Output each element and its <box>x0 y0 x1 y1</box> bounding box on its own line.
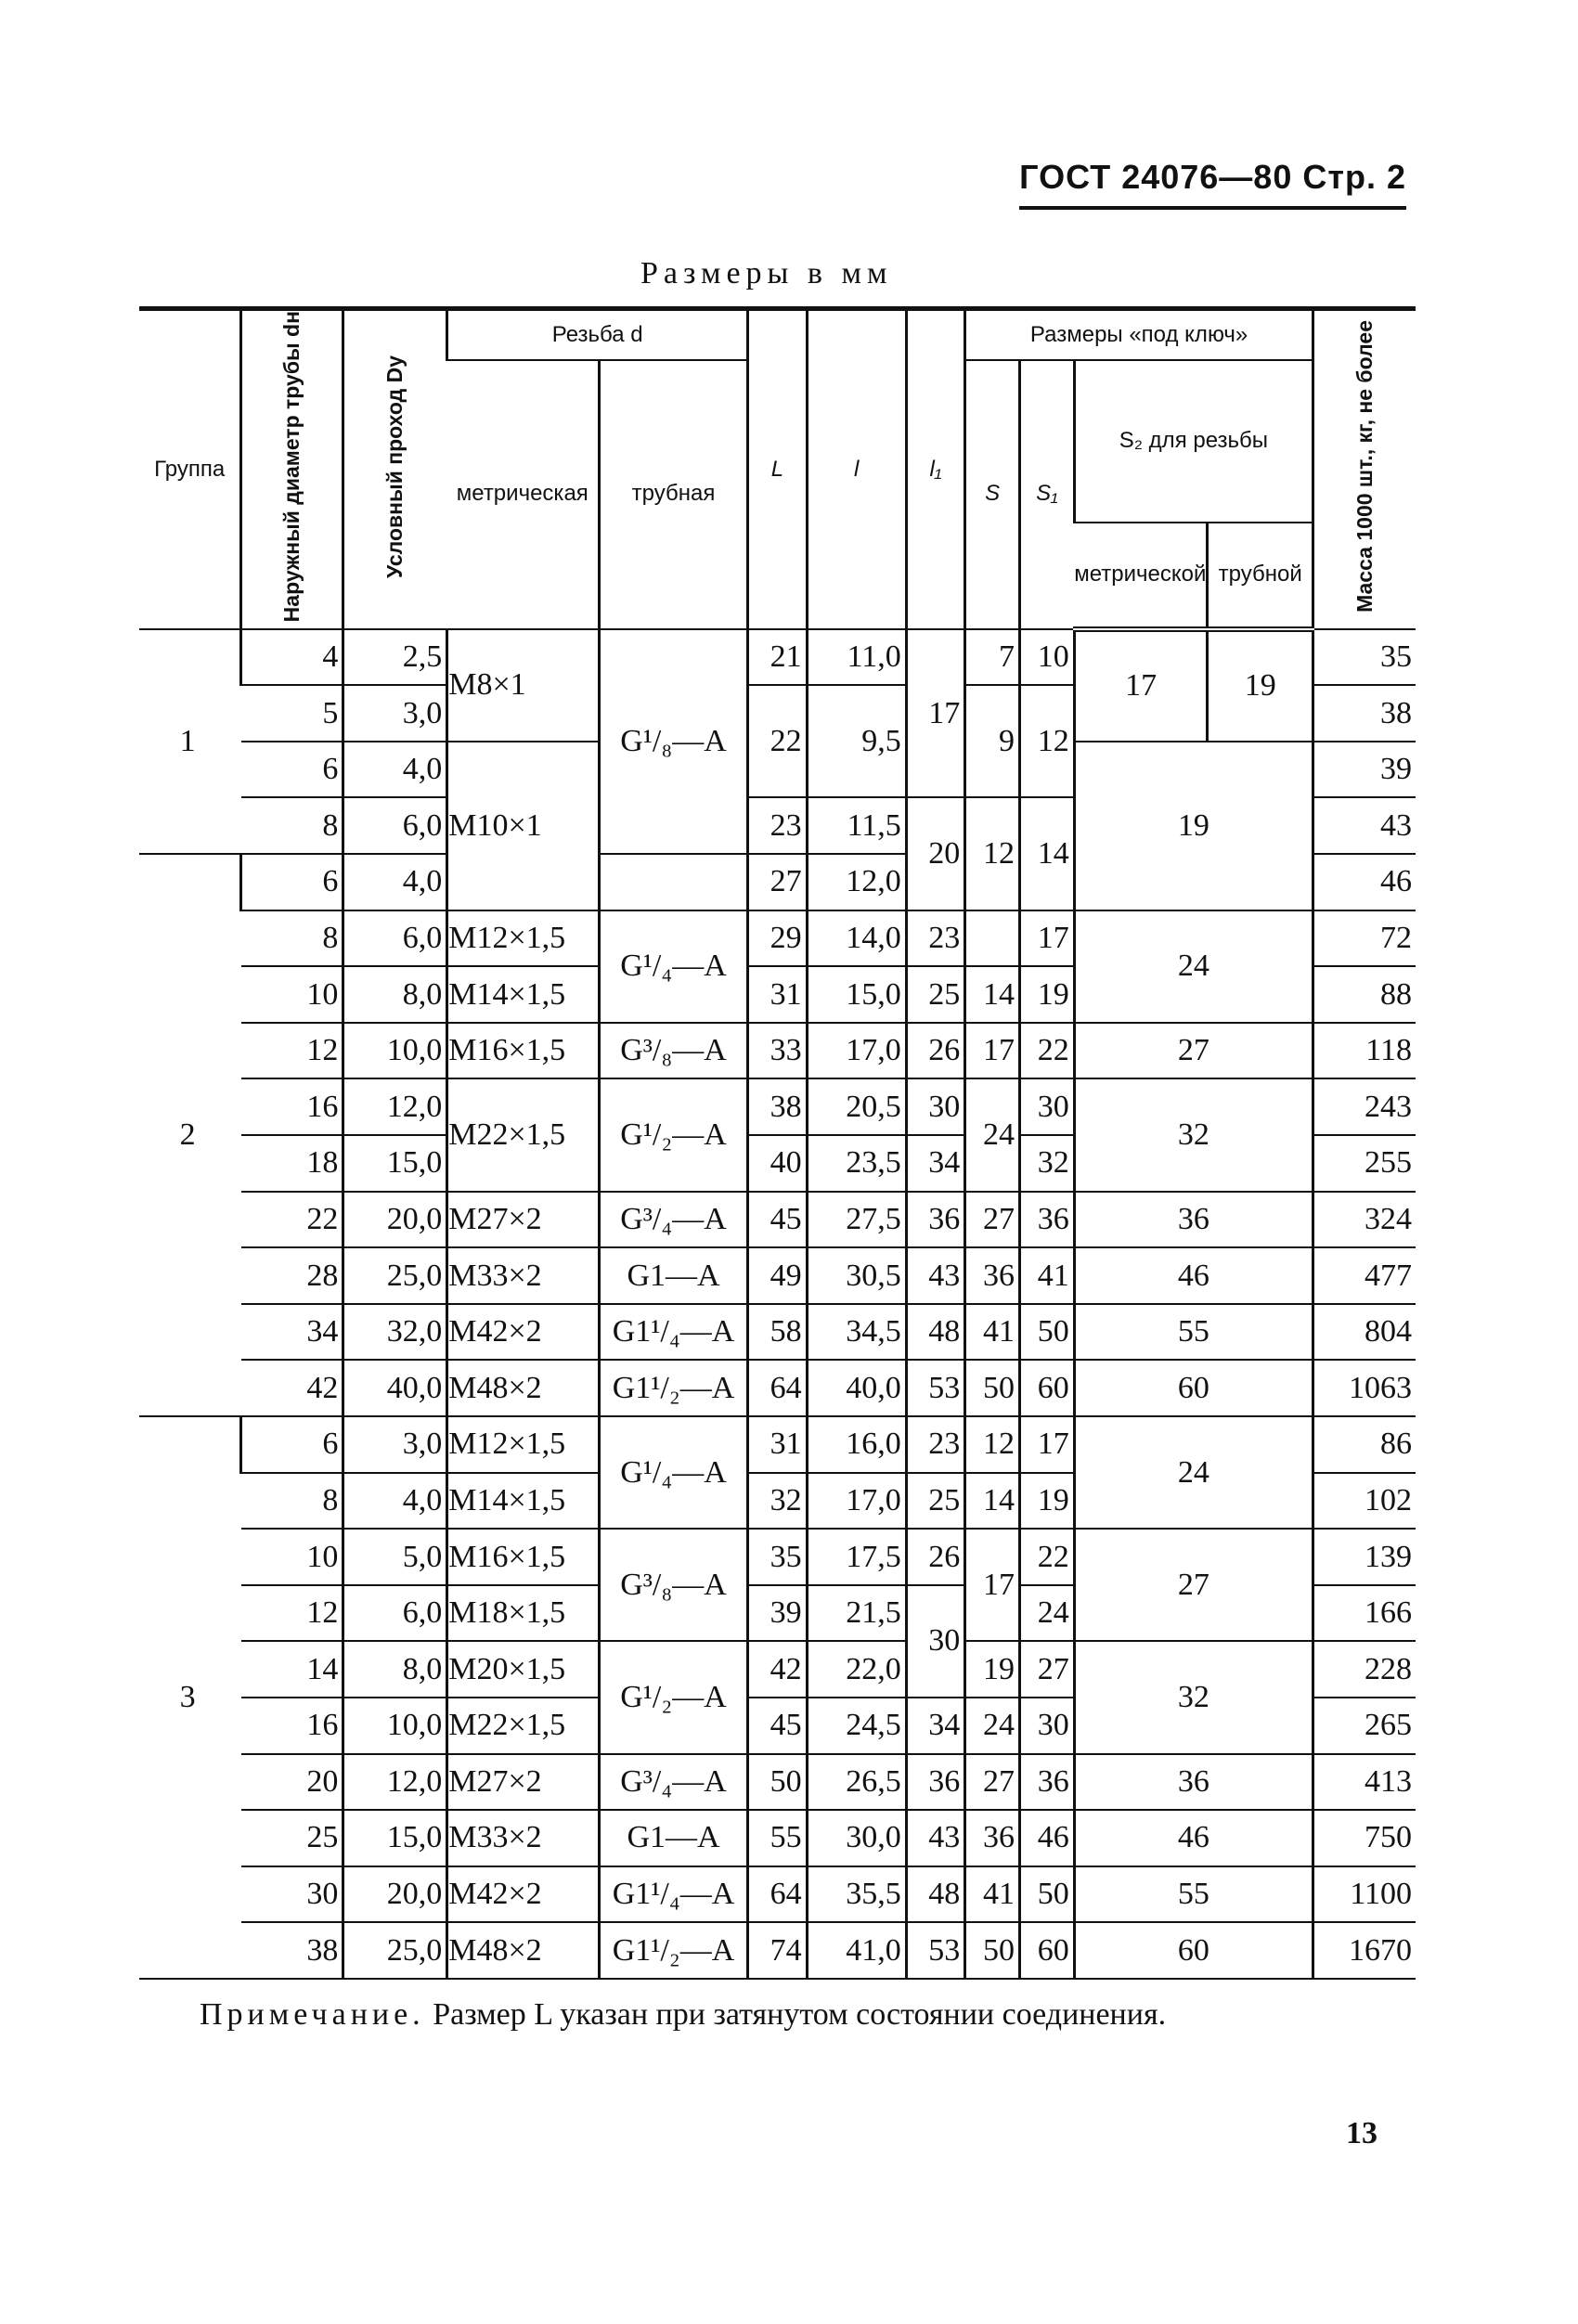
cell: 12,0 <box>343 1754 447 1811</box>
table-row <box>139 1866 1416 1923</box>
cell: 36 <box>906 1754 964 1811</box>
cell: G³/₄—A <box>599 1192 747 1248</box>
cell: 40,0 <box>807 1360 906 1416</box>
cell: 14 <box>965 966 1020 1023</box>
cell: 34 <box>906 1135 964 1192</box>
cell: 12,0 <box>807 854 906 910</box>
cell: 23,5 <box>807 1135 906 1192</box>
col-wrench-sizes: Размеры «под ключ» <box>965 309 1313 360</box>
cell: 21 <box>748 629 807 686</box>
cell: 14 <box>1019 797 1074 910</box>
cell: 38 <box>748 1078 807 1135</box>
cell: G1¹/₂—A <box>599 1360 747 1416</box>
cell: 12 <box>241 1585 343 1642</box>
cell: 139 <box>1313 1529 1416 1585</box>
cell: M22×1,5 <box>447 1698 600 1754</box>
cell: 27,5 <box>807 1192 906 1248</box>
units-caption: Размеры в мм <box>640 256 893 290</box>
cell: 41 <box>1019 1247 1074 1304</box>
cell: 50 <box>965 1922 1020 1979</box>
cell: 17 <box>906 629 964 798</box>
cell: 27 <box>1019 1641 1074 1698</box>
cell: 6 <box>241 742 343 798</box>
cell: M20×1,5 <box>447 1641 600 1698</box>
col-S: S <box>965 360 1020 629</box>
cell: 12 <box>241 1023 343 1079</box>
cell: 29 <box>748 910 807 967</box>
cell: 4,0 <box>343 854 447 910</box>
cell: G³/₈—A <box>599 1023 747 1079</box>
cell: 17,0 <box>807 1023 906 1079</box>
table-row <box>139 1247 1416 1304</box>
cell: 27 <box>748 854 807 910</box>
group-cell: 3 <box>139 1416 241 1979</box>
table-row <box>139 1304 1416 1361</box>
cell: 8,0 <box>343 966 447 1023</box>
cell: 35 <box>1313 629 1416 686</box>
cell: 24 <box>1074 1416 1313 1529</box>
cell: 19 <box>1019 1473 1074 1530</box>
cell: 24,5 <box>807 1698 906 1754</box>
cell: 55 <box>748 1810 807 1866</box>
cell: 50 <box>1019 1866 1074 1923</box>
cell: 31 <box>748 966 807 1023</box>
cell: 42 <box>241 1360 343 1416</box>
cell: G¹/₂—A <box>599 1641 747 1753</box>
cell: 9 <box>965 685 1020 797</box>
col-thread-d: Резьба d <box>447 309 748 360</box>
cell: 22 <box>1019 1529 1074 1585</box>
cell: 31 <box>748 1416 807 1473</box>
cell: 19 <box>1019 966 1074 1023</box>
cell: M33×2 <box>447 1810 600 1866</box>
cell: M14×1,5 <box>447 1473 600 1530</box>
cell: 15,0 <box>343 1135 447 1192</box>
cell: M33×2 <box>447 1247 600 1304</box>
cell: 4 <box>241 629 343 686</box>
cell: 30 <box>906 1585 964 1698</box>
note-text: Размер L указан при затянутом состоянии соединения. <box>433 1997 1167 2032</box>
cell: G1—A <box>599 1247 747 1304</box>
cell: 53 <box>906 1360 964 1416</box>
note-label: Примечание. <box>200 1997 425 2032</box>
cell: G¹/₂—A <box>599 1078 747 1191</box>
cell: M16×1,5 <box>447 1023 600 1079</box>
cell: 28 <box>241 1247 343 1304</box>
cell: 34,5 <box>807 1304 906 1361</box>
cell: 7 <box>965 629 1020 686</box>
cell: 41 <box>965 1304 1020 1361</box>
cell: 50 <box>965 1360 1020 1416</box>
cell: 34 <box>906 1698 964 1754</box>
table-row <box>139 1641 1416 1698</box>
cell: 36 <box>906 1192 964 1248</box>
cell: 750 <box>1313 1810 1416 1866</box>
cell: 30 <box>906 1078 964 1135</box>
cell: 17 <box>1074 629 1208 742</box>
cell: 12,0 <box>343 1078 447 1135</box>
cell: 58 <box>748 1304 807 1361</box>
cell: 32 <box>1074 1078 1313 1191</box>
cell: 6 <box>241 1416 343 1473</box>
group-cell: 1 <box>139 629 241 854</box>
cell: 25 <box>906 1473 964 1530</box>
col-metric-thread: метрическая <box>447 360 600 629</box>
cell: 36 <box>1019 1192 1074 1248</box>
cell: 8 <box>241 1473 343 1530</box>
cell: 55 <box>1074 1866 1313 1923</box>
cell: 22,0 <box>807 1641 906 1698</box>
cell: M10×1 <box>447 742 600 910</box>
cell: G¹/₈—A <box>599 629 747 854</box>
cell: 27 <box>965 1192 1020 1248</box>
group-cell: 2 <box>139 854 241 1416</box>
cell: 228 <box>1313 1641 1416 1698</box>
cell: G¹/₄—A <box>599 910 747 1023</box>
cell: M18×1,5 <box>447 1585 600 1642</box>
cell: 22 <box>241 1192 343 1248</box>
cell: 33 <box>748 1023 807 1079</box>
cell: 30 <box>1019 1078 1074 1135</box>
cell: 17 <box>1019 910 1074 967</box>
cell: 50 <box>748 1754 807 1811</box>
cell: 26 <box>906 1529 964 1585</box>
cell: 22 <box>1019 1023 1074 1079</box>
cell: 35 <box>748 1529 807 1585</box>
cell: 55 <box>1074 1304 1313 1361</box>
cell: 50 <box>1019 1304 1074 1361</box>
col-S2-pipe: трубной <box>1208 523 1313 629</box>
cell: 6,0 <box>343 1585 447 1642</box>
cell: 24 <box>965 1078 1020 1191</box>
table-row <box>139 1754 1416 1811</box>
cell: 10 <box>241 1529 343 1585</box>
cell: 19 <box>1074 742 1313 910</box>
cell: M48×2 <box>447 1360 600 1416</box>
cell: 20,0 <box>343 1866 447 1923</box>
cell: 17,5 <box>807 1529 906 1585</box>
cell: 24 <box>1074 910 1313 1023</box>
cell: 36 <box>1074 1754 1313 1811</box>
cell: 804 <box>1313 1304 1416 1361</box>
cell: 25 <box>906 966 964 1023</box>
dimensions-table <box>139 306 1416 1980</box>
cell: 35,5 <box>807 1866 906 1923</box>
cell: 14,0 <box>807 910 906 967</box>
table-row <box>139 629 1416 686</box>
cell: 16 <box>241 1078 343 1135</box>
cell: 43 <box>906 1810 964 1866</box>
cell: 32,0 <box>343 1304 447 1361</box>
cell: 4,0 <box>343 742 447 798</box>
cell: 14 <box>965 1473 1020 1530</box>
cell: 16 <box>241 1698 343 1754</box>
cell: 12 <box>1019 685 1074 797</box>
cell: 17,0 <box>807 1473 906 1530</box>
cell: 11,0 <box>807 629 906 686</box>
cell: 15,0 <box>343 1810 447 1866</box>
cell: 32 <box>1074 1641 1313 1753</box>
document-header: ГОСТ 24076—80 Стр. 2 <box>1019 158 1406 210</box>
cell: 64 <box>748 1866 807 1923</box>
cell: 42 <box>748 1641 807 1698</box>
table-row <box>139 1922 1416 1979</box>
cell: 166 <box>1313 1585 1416 1642</box>
col-outer-diameter: Наружный диаметр трубы dн <box>241 309 343 629</box>
cell: 24 <box>1019 1585 1074 1642</box>
col-nominal-bore: Условный проход Dу <box>343 309 447 629</box>
page-number: 13 <box>1346 2116 1378 2150</box>
cell <box>599 854 747 910</box>
col-S1: S₁ <box>1019 360 1074 629</box>
cell: 16,0 <box>807 1416 906 1473</box>
cell: G³/₄—A <box>599 1754 747 1811</box>
cell: 32 <box>1019 1135 1074 1192</box>
table-row <box>139 1810 1416 1866</box>
cell: M42×2 <box>447 1304 600 1361</box>
table-row <box>139 1529 1416 1585</box>
col-L: L <box>748 309 807 629</box>
cell: 23 <box>748 797 807 854</box>
cell: 39 <box>1313 742 1416 798</box>
cell: 3,0 <box>343 685 447 742</box>
table-row <box>139 1192 1416 1248</box>
cell: M14×1,5 <box>447 966 600 1023</box>
cell: 21,5 <box>807 1585 906 1642</box>
cell: 324 <box>1313 1192 1416 1248</box>
cell: M12×1,5 <box>447 910 600 967</box>
cell: 20,5 <box>807 1078 906 1135</box>
col-group: Группа <box>139 309 241 629</box>
cell: 25,0 <box>343 1247 447 1304</box>
col-S2: S₂ для резьбы <box>1074 360 1313 523</box>
cell: G³/₈—A <box>599 1529 747 1641</box>
col-mass: Масса 1000 шт., кг, не более <box>1313 309 1416 629</box>
cell: 22 <box>748 685 807 797</box>
cell: M8×1 <box>447 629 600 742</box>
cell: 10 <box>1019 629 1074 686</box>
cell: M16×1,5 <box>447 1529 600 1585</box>
cell: 60 <box>1019 1360 1074 1416</box>
cell: 5,0 <box>343 1529 447 1585</box>
cell: 48 <box>906 1866 964 1923</box>
cell: 88 <box>1313 966 1416 1023</box>
cell: 3,0 <box>343 1416 447 1473</box>
table-row <box>139 1078 1416 1135</box>
cell: 25,0 <box>343 1922 447 1979</box>
table-row <box>139 910 1416 967</box>
col-l: l <box>807 309 906 629</box>
cell: 41,0 <box>807 1922 906 1979</box>
cell: 14 <box>241 1641 343 1698</box>
cell: 1100 <box>1313 1866 1416 1923</box>
cell: 20,0 <box>343 1192 447 1248</box>
cell: 18 <box>241 1135 343 1192</box>
cell: 46 <box>1074 1810 1313 1866</box>
cell: M48×2 <box>447 1922 600 1979</box>
cell: 60 <box>1019 1922 1074 1979</box>
cell: G¹/₄—A <box>599 1416 747 1529</box>
cell: 36 <box>1074 1192 1313 1248</box>
table-row <box>139 1023 1416 1079</box>
col-pipe-thread: трубная <box>599 360 747 629</box>
cell: 413 <box>1313 1754 1416 1811</box>
cell: 30 <box>1019 1698 1074 1754</box>
cell: 1063 <box>1313 1360 1416 1416</box>
cell: 34 <box>241 1304 343 1361</box>
cell: 255 <box>1313 1135 1416 1192</box>
cell: 4,0 <box>343 1473 447 1530</box>
table-note <box>200 1997 1166 2033</box>
cell: 43 <box>1313 797 1416 854</box>
col-l1: l₁ <box>906 309 964 629</box>
cell: 118 <box>1313 1023 1416 1079</box>
cell: 243 <box>1313 1078 1416 1135</box>
cell: 46 <box>1313 854 1416 910</box>
cell: 17 <box>965 1529 1020 1641</box>
cell: 26,5 <box>807 1754 906 1811</box>
cell: 23 <box>906 910 964 967</box>
cell: 17 <box>1019 1416 1074 1473</box>
cell: 9,5 <box>807 685 906 797</box>
cell: 36 <box>965 1810 1020 1866</box>
cell: 46 <box>1019 1810 1074 1866</box>
cell: 60 <box>1074 1922 1313 1979</box>
cell: 15,0 <box>807 966 906 1023</box>
cell: 53 <box>906 1922 964 1979</box>
cell: 1670 <box>1313 1922 1416 1979</box>
cell: 10 <box>241 966 343 1023</box>
cell: G1¹/₂—A <box>599 1922 747 1979</box>
cell: 23 <box>906 1416 964 1473</box>
cell: 39 <box>748 1585 807 1642</box>
cell: 8 <box>241 910 343 967</box>
cell: 72 <box>1313 910 1416 967</box>
cell: 11,5 <box>807 797 906 854</box>
cell: 19 <box>1208 629 1313 742</box>
cell: 36 <box>1019 1754 1074 1811</box>
cell: 49 <box>748 1247 807 1304</box>
cell: 10,0 <box>343 1698 447 1754</box>
cell: 5 <box>241 685 343 742</box>
cell: 41 <box>965 1866 1020 1923</box>
cell: 477 <box>1313 1247 1416 1304</box>
cell: 30,5 <box>807 1247 906 1304</box>
cell: 8 <box>241 797 343 854</box>
cell: 20 <box>906 797 964 910</box>
cell: 30,0 <box>807 1810 906 1866</box>
cell: 30 <box>241 1866 343 1923</box>
cell: 12 <box>965 1416 1020 1473</box>
cell: 12 <box>965 797 1020 910</box>
cell: 20 <box>241 1754 343 1811</box>
cell: 6,0 <box>343 910 447 967</box>
cell: 24 <box>965 1698 1020 1754</box>
col-S2-metric: метрической <box>1074 523 1208 629</box>
cell: 74 <box>748 1922 807 1979</box>
cell: 27 <box>1074 1529 1313 1641</box>
cell: 27 <box>965 1754 1020 1811</box>
cell: 8,0 <box>343 1641 447 1698</box>
cell: 6 <box>241 854 343 910</box>
cell: 102 <box>1313 1473 1416 1530</box>
cell: G1—A <box>599 1810 747 1866</box>
cell: 26 <box>906 1023 964 1079</box>
table-row <box>139 1416 1416 1473</box>
cell: 36 <box>965 1247 1020 1304</box>
cell: 45 <box>748 1698 807 1754</box>
cell: 48 <box>906 1304 964 1361</box>
cell: 27 <box>1074 1023 1313 1079</box>
cell: 265 <box>1313 1698 1416 1754</box>
cell: 86 <box>1313 1416 1416 1473</box>
cell: 19 <box>965 1641 1020 1698</box>
cell: 40,0 <box>343 1360 447 1416</box>
cell: 10,0 <box>343 1023 447 1079</box>
cell: G1¹/₄—A <box>599 1304 747 1361</box>
cell: 43 <box>906 1247 964 1304</box>
cell: 38 <box>241 1922 343 1979</box>
cell: 17 <box>965 1023 1020 1079</box>
cell: 40 <box>748 1135 807 1192</box>
cell: 25 <box>241 1810 343 1866</box>
cell: G1¹/₄—A <box>599 1866 747 1923</box>
cell: M12×1,5 <box>447 1416 600 1473</box>
cell: 38 <box>1313 685 1416 742</box>
cell: 45 <box>748 1192 807 1248</box>
cell: M27×2 <box>447 1192 600 1248</box>
cell: 60 <box>1074 1360 1313 1416</box>
cell: M22×1,5 <box>447 1078 600 1191</box>
table-row <box>139 1360 1416 1416</box>
cell: M42×2 <box>447 1866 600 1923</box>
cell: M27×2 <box>447 1754 600 1811</box>
cell: 46 <box>1074 1247 1313 1304</box>
cell: 32 <box>748 1473 807 1530</box>
cell: 64 <box>748 1360 807 1416</box>
cell <box>965 910 1020 967</box>
cell: 6,0 <box>343 797 447 854</box>
cell: 2,5 <box>343 629 447 686</box>
